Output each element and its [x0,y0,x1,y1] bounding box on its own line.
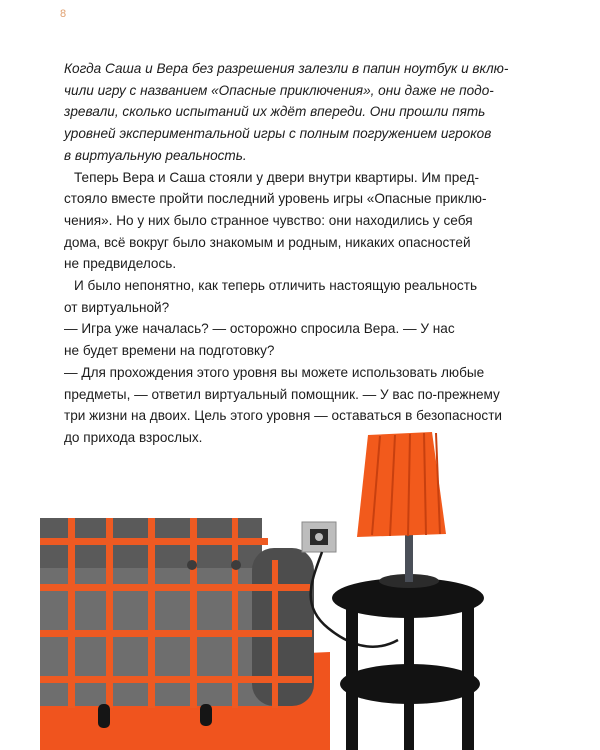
plaid-stripe [40,630,312,637]
text-line: уровней экспериментальной игры с полным погружением игроков [64,126,492,142]
sofa-leg [98,704,110,728]
intro-paragraph [64,58,524,167]
text-line: — Для прохождения этого уровня вы можете использовать любые [64,364,485,380]
story-text [64,58,524,449]
sofa-leg [200,704,212,726]
table-shelf [340,664,480,704]
text-line: чения». Но у них было странное чувство: они находились у себя [64,212,473,228]
paragraph-1 [64,167,524,276]
text-line: — Игра уже началась? — осторожно спросила Вера. — У нас [64,321,455,337]
plaid-stripe [40,676,312,683]
dialogue-vera [64,318,524,361]
text-line: стояло вместе пройти последний уровень игры «Опасные приклю- [64,191,487,207]
text-line: от виртуальной? [64,299,170,315]
paragraph-2 [64,275,524,318]
wall-outlet [302,522,336,552]
room-illustration [0,420,600,750]
sofa-button [231,560,241,570]
lamp-shade [357,432,446,537]
text-line: в виртуальную реальность. [64,147,247,163]
side-table [332,578,484,750]
text-line: зревали, сколько испытаний их ждёт впереди. Они прошли пять [64,104,486,120]
text-line: чили игру с названием «Опасные приключения», они даже не подо- [64,82,494,98]
plaid-stripe [40,538,268,545]
page-number: 8 [60,8,67,20]
lamp-stem [405,530,413,582]
text-line: до прихода взрослых. [64,429,203,445]
text-line: не предвиделось. [64,256,177,272]
text-line: И было непонятно, как теперь отличить настоящую реальность [74,278,478,294]
text-line: Теперь Вера и Саша стояли у двери внутри квартиры. Им пред- [74,169,480,185]
text-line: Когда Саша и Вера без разрешения залезли в папин ноутбук и вклю- [64,61,509,76]
sofa-button [187,560,197,570]
text-line: не будет времени на подготовку? [64,343,275,359]
table-lamp [357,432,446,588]
text-line: предметы, — ответил виртуальный помощник. — У вас по-прежнему [64,386,500,402]
text-line: дома, всё вокруг было знакомым и родным, никаких опасностей [64,234,471,250]
text-line: три жизни на двоих. Цель этого уровня — оставаться в безопасности [64,408,503,424]
plaid-stripe [40,584,310,591]
armchair [40,518,314,728]
